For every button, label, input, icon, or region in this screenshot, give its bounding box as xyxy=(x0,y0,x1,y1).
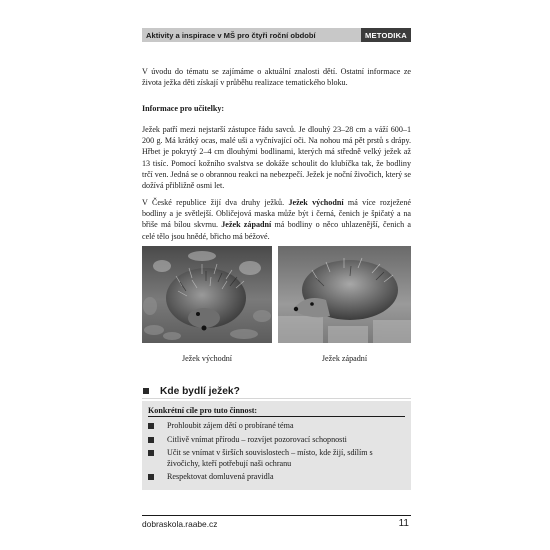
running-header xyxy=(142,28,411,42)
eastern-hedgehog-photo xyxy=(142,246,272,343)
section-label: METODIKA xyxy=(361,28,411,42)
footer-url[interactable]: dobraskola.raabe.cz xyxy=(142,518,218,529)
square-bullet-icon xyxy=(143,388,149,394)
goals-title: Konkrétní cíle pro tuto činnost: xyxy=(148,406,258,415)
western-hedgehog-photo xyxy=(278,246,411,343)
square-bullet-icon xyxy=(148,474,154,480)
square-bullet-icon xyxy=(148,423,154,429)
western-hedgehog-term: Ježek západní xyxy=(221,220,272,230)
header-breadcrumb: Aktivity a inspirace v MŠ pro čtyři roční období xyxy=(146,30,316,40)
square-bullet-icon xyxy=(148,450,154,456)
intro-paragraph: V úvodu do tématu se zajímáme o aktuální znalosti dětí. Ostatní informace ze života ježka děti získají v průběhu realizace tematického bloku. xyxy=(142,67,411,88)
list-item: Prohloubit zájem dětí o probírané téma xyxy=(148,421,405,432)
page-footer xyxy=(142,515,411,531)
photo-caption: Ježek západní xyxy=(321,354,368,363)
goals-list xyxy=(148,421,405,483)
goals-box xyxy=(142,401,411,490)
list-item: Citlivě vnímat přírodu – rozvíjet pozorovací schopnosti xyxy=(148,435,405,446)
page-number: 11 xyxy=(398,518,409,529)
species-paragraph: V České republice žijí dva druhy ježků. Ježek východní má více rozježené bodliny a je světlejší. Obličejová maska může být i černá, čenich je špičatý a na břiše má bílou skvrnu. Ježek západní má bodliny o něco uhlazenější, čenich a celé tělo jsou hnědé, břicho má béžové. xyxy=(142,198,411,241)
square-bullet-icon xyxy=(148,437,154,443)
goals-divider xyxy=(148,416,405,417)
list-item: Respektovat domluvená pravidla xyxy=(148,472,405,483)
eastern-hedgehog-term: Ježek východní xyxy=(288,198,344,207)
teacher-info-title: Informace pro učitelky: xyxy=(142,104,225,113)
teacher-info-paragraph: Ježek patří mezi nejstarší zástupce řádu savců. Je dlouhý 23–28 cm a váží 600–1 200 g. Má krátký ocas, malé uši a vyčnívající oči. Na nohou má pět prstů s drápy. Hřbet je pokrytý 2–4 cm dlouhými bodlinami, kterých má středně velký ježek až 13 tisíc. Pomocí kožního svalstva se dokáže schoulit do klubíčka tak, že bodliny trčí ven. Jedná se o obrannou reakci na nebezpečí. Ježek je noční živočich, který se dožívá přibližně osmi let. xyxy=(142,125,411,191)
section-heading: Kde bydlí ježek? xyxy=(160,385,240,397)
photo-caption: Ježek východní xyxy=(181,354,233,363)
section-heading-bar xyxy=(142,383,411,399)
list-item: Učit se vnímat v širších souvislostech – místo, kde žijí, sdílím s živočichy, kteří potřebují naši ochranu xyxy=(148,448,405,469)
